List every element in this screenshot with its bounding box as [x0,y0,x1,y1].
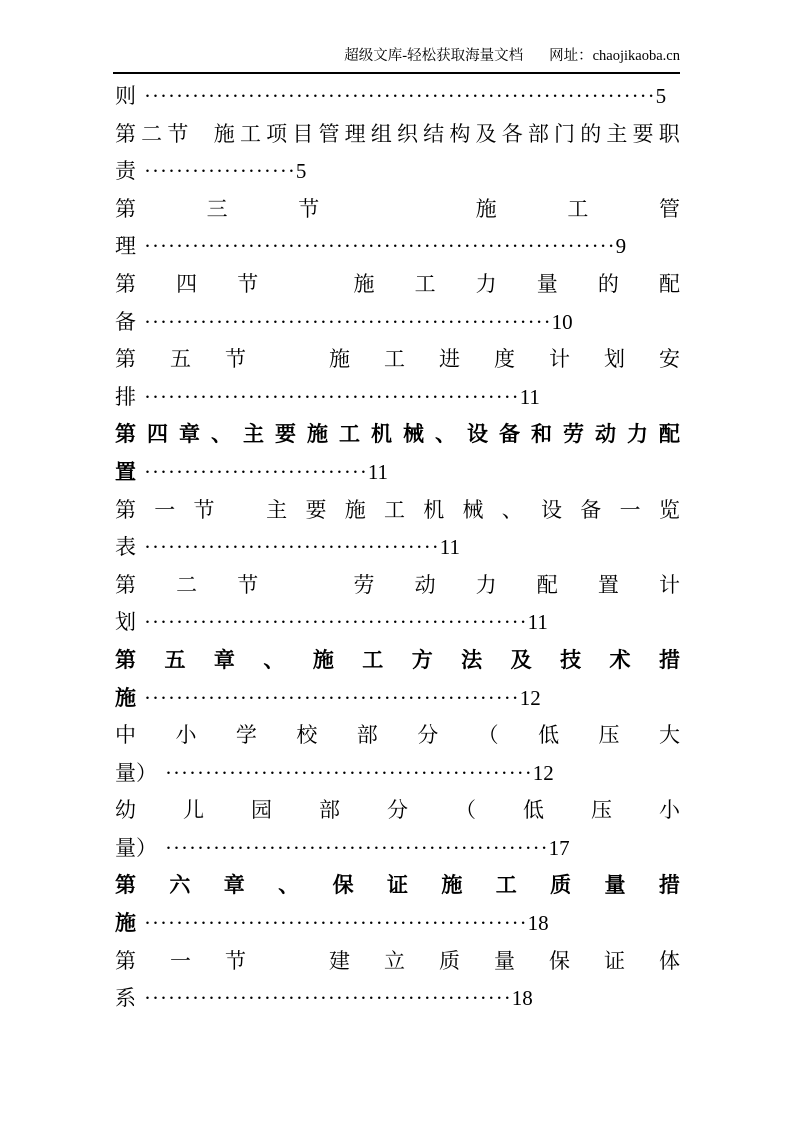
toc-char: 项 [266,121,288,146]
toc-page-number: 11 [527,610,548,635]
toc-char: 节 [224,948,246,973]
toc-char: 三 [206,196,228,221]
toc-entry [115,717,680,792]
toc-page-number: 5 [655,84,667,108]
toc-page-number: 9 [615,234,627,259]
toc-char: 节 [167,121,189,146]
toc-space [194,116,209,154]
header-url-label: 网址：chaojikaoba.cn [549,48,680,64]
toc-entry-leader-line [115,680,680,718]
toc-char: 中 [115,723,136,748]
toc-dot-leader: ··························································· [144,234,616,259]
toc-char: （ [455,798,476,823]
toc-char: 要 [275,423,296,447]
toc-char: 低 [538,723,560,748]
toc-entry-leader-line [115,529,680,567]
toc-char: 分 [387,798,408,823]
toc-page-number: 5 [295,159,307,184]
toc-char: 划 [603,347,625,372]
toc-char: 第 [115,497,136,522]
toc-char: 小 [659,798,680,823]
toc-char: 动 [414,572,436,597]
toc-entry-title-line [115,266,680,304]
toc-char: 低 [523,798,544,823]
toc-entry-leader-line [115,228,680,266]
toc-page-number: 12 [532,760,554,785]
toc-char: 法 [461,648,483,672]
toc-char: 一 [154,497,176,522]
toc-char: 节 [298,196,320,221]
toc-entry-title-line [115,341,680,379]
toc-char: 进 [439,347,461,372]
toc-dot-leader: ···························· [144,459,368,484]
page-header [113,46,680,74]
toc-entry-title-line [115,717,680,755]
toc-dot-leader: ··············································· [144,685,520,710]
toc-char: 安 [658,347,680,372]
toc-char: 工 [384,347,406,372]
toc-char: 要 [305,497,327,522]
toc-entry-tail: 量） [115,835,157,860]
toc-char: 建 [329,948,351,973]
toc-entry-leader-line [115,454,680,492]
toc-char: 及 [475,121,497,146]
toc-entry [115,492,680,567]
toc-entry-leader-line [115,304,680,342]
toc-char: 备 [580,497,602,522]
toc-entry [115,78,680,116]
toc-char: 工 [414,271,436,296]
toc-char: 计 [658,572,680,597]
toc-char: 管 [658,196,680,221]
toc-entry-tail: 则 [115,84,136,108]
toc-char: 工 [567,196,589,221]
toc [115,78,680,1018]
toc-char: 节 [237,572,259,597]
toc-entry [115,191,680,266]
toc-char: 体 [658,948,680,973]
toc-page-number: 17 [548,835,570,860]
toc-char: 大 [658,723,680,748]
toc-page-number: 11 [367,459,389,484]
toc-char: 压 [591,798,612,823]
toc-char: 、 [435,423,456,447]
toc-char: 配 [536,572,558,597]
toc-char: 第 [115,271,136,296]
toc-char: 施 [441,874,463,898]
toc-char: 力 [475,572,497,597]
toc-entry-tail: 置 [115,460,136,484]
toc-char: 机 [423,497,445,522]
toc-char: 方 [411,648,433,672]
toc-char: 职 [658,121,680,146]
toc-char: 学 [235,723,257,748]
toc-space [390,191,405,229]
toc-char: 六 [169,874,191,898]
toc-entry [115,642,680,717]
toc-char: 要 [632,121,654,146]
toc-char: 力 [627,423,648,447]
toc-entry-leader-line [115,153,680,191]
toc-char: 力 [475,271,497,296]
toc-dot-leader: ································································ [144,84,656,108]
toc-char: 分 [417,723,439,748]
toc-entry [115,943,680,1018]
toc-char: 工 [383,497,405,522]
toc-char: 及 [510,648,532,672]
toc-char: 的 [597,271,619,296]
toc-char: 织 [397,121,418,146]
toc-dot-leader: ················································ [144,610,528,635]
toc-entry-title-line [115,567,680,605]
toc-char: 幼 [115,798,136,823]
toc-char: 小 [175,723,197,748]
toc-char: 工 [362,648,384,672]
toc-page-number: 11 [519,384,540,409]
toc-char: 校 [296,723,318,748]
toc-char: 结 [423,121,445,146]
toc-char: 部 [527,121,549,146]
toc-char: 劳 [563,423,584,447]
toc-dot-leader: ····································· [144,535,440,560]
toc-entry-tail: 责 [115,159,136,184]
toc-entry-leader-line [115,379,680,417]
toc-entry-title-line [115,116,680,154]
toc-entry [115,266,680,341]
toc-entry-leader-line [115,755,680,793]
toc-page-number: 10 [551,309,573,334]
toc-char: 施 [353,271,375,296]
toc-char: 第 [115,572,136,597]
toc-entry-title-line [115,492,680,530]
toc-dot-leader: ··················································· [144,309,552,334]
toc-char: 施 [213,121,235,146]
toc-char: 设 [541,497,563,522]
toc-char: 目 [292,121,314,146]
toc-page-number: 11 [439,535,460,560]
toc-char: 章 [223,874,245,898]
toc-char: 节 [237,271,259,296]
toc-char: 、 [263,648,285,672]
toc-char: 第 [115,121,136,146]
toc-entry [115,792,680,867]
toc-char: 工 [239,121,261,146]
toc-char: 工 [339,423,360,447]
toc-char: 措 [658,874,680,898]
toc-char: 量 [536,271,558,296]
toc-char: 门 [554,121,576,146]
toc-char: 第 [115,648,136,672]
toc-char: 管 [318,121,340,146]
toc-entry-title-line [115,191,680,229]
toc-char: 理 [344,121,366,146]
toc-entry [115,341,680,416]
toc-char: 保 [548,948,570,973]
toc-space [298,266,313,304]
toc-char: 、 [278,874,300,898]
toc-space [233,492,248,530]
toc-char: 五 [169,347,191,372]
toc-char: 主 [266,497,288,522]
toc-char: 览 [658,497,680,522]
toc-char: 、 [501,497,523,522]
toc-char: 保 [332,874,354,898]
toc-char: 证 [386,874,408,898]
toc-char: 部 [319,798,340,823]
toc-char: 节 [193,497,215,522]
toc-char: 二 [176,572,198,597]
toc-entry-leader-line [115,78,680,116]
toc-char: 主 [606,121,628,146]
toc-entry-title-line [115,943,680,981]
toc-char: 配 [658,271,680,296]
toc-entry-tail: 施 [115,686,136,710]
toc-dot-leader: ················································ [144,911,528,936]
toc-char: 四 [147,423,168,447]
toc-dot-leader: ·············································· [144,986,512,1011]
toc-entry-leader-line [115,604,680,642]
toc-char: 一 [619,497,641,522]
toc-char: 各 [501,121,523,146]
toc-char: 计 [548,347,570,372]
toc-char: 械 [462,497,484,522]
toc-char: 二 [141,121,163,146]
toc-page-number: 18 [511,986,533,1011]
toc-char: 立 [384,948,406,973]
toc-char: 施 [312,648,334,672]
toc-char: 工 [495,874,517,898]
toc-entry [115,416,680,491]
toc-entry-tail: 排 [115,384,136,409]
toc-char: 动 [595,423,616,447]
toc-char: 术 [609,648,631,672]
toc-dot-leader: ················································ [165,835,549,860]
toc-char: 和 [531,423,552,447]
toc-dot-leader: ··················· [144,159,296,184]
toc-char: 施 [329,347,351,372]
toc-char: 技 [560,648,582,672]
toc-char: 施 [344,497,366,522]
toc-char: 施 [307,423,328,447]
toc-char: 度 [494,347,515,372]
toc-char: 质 [439,948,461,973]
toc-entry-tail: 备 [115,309,136,334]
toc-entry-title-line [115,642,680,680]
toc-char: 、 [211,423,232,447]
toc-char: 五 [164,648,186,672]
toc-entry-tail: 理 [115,234,136,259]
toc-char: 一 [169,948,191,973]
toc-char: 第 [115,948,136,973]
toc-char: 第 [115,347,136,372]
toc-char: 第 [115,874,136,898]
toc-char: 组 [370,121,392,146]
toc-char: 设 [467,423,488,447]
toc-char: 量 [604,874,626,898]
toc-char: 置 [597,572,619,597]
toc-char: 量 [494,948,515,973]
toc-entry-leader-line [115,905,680,943]
toc-char: 四 [176,271,198,296]
toc-space [298,567,313,605]
toc-char: 主 [243,423,264,447]
toc-char: 章 [213,648,235,672]
toc-entry-tail: 施 [115,912,136,936]
toc-char: 机 [371,423,392,447]
toc-char: 第 [115,196,136,221]
toc-char: 压 [598,723,620,748]
header-site-label: 超级文库-轻松获取海量文档 [344,48,524,64]
toc-dot-leader: ·············································· [165,760,533,785]
toc-space [280,341,295,379]
toc-entry-title-line [115,792,680,830]
toc-char: 儿 [183,798,204,823]
toc-char: 施 [475,196,497,221]
toc-entry-title-line [115,416,680,454]
toc-char: 节 [224,347,246,372]
toc-dot-leader: ··············································· [144,384,520,409]
toc-char: 备 [499,423,520,447]
toc-char: 园 [251,798,272,823]
toc-char: 质 [550,874,572,898]
toc-char: 章 [179,423,200,447]
toc-entry-title-line [115,867,680,905]
toc-entry [115,116,680,191]
toc-char: 的 [580,121,602,146]
toc-entry-tail: 表 [115,535,136,560]
toc-char: 部 [356,723,378,748]
toc-entry-tail: 量） [115,760,157,785]
toc-entry-tail: 系 [115,986,136,1011]
toc-entry-tail: 划 [115,610,136,635]
toc-char: 配 [659,423,680,447]
toc-char: 构 [449,121,471,146]
toc-page-number: 12 [519,685,541,710]
toc-space [280,943,295,981]
toc-char: （ [477,723,499,748]
toc-entry [115,567,680,642]
toc-entry-leader-line [115,980,680,1018]
toc-char: 械 [403,423,424,447]
toc-entry-leader-line [115,830,680,868]
toc-char: 措 [658,648,680,672]
toc-page-number: 18 [527,911,549,936]
toc-char: 第 [115,423,136,447]
toc-entry [115,867,680,942]
toc-char: 证 [603,948,625,973]
toc-char: 劳 [353,572,375,597]
